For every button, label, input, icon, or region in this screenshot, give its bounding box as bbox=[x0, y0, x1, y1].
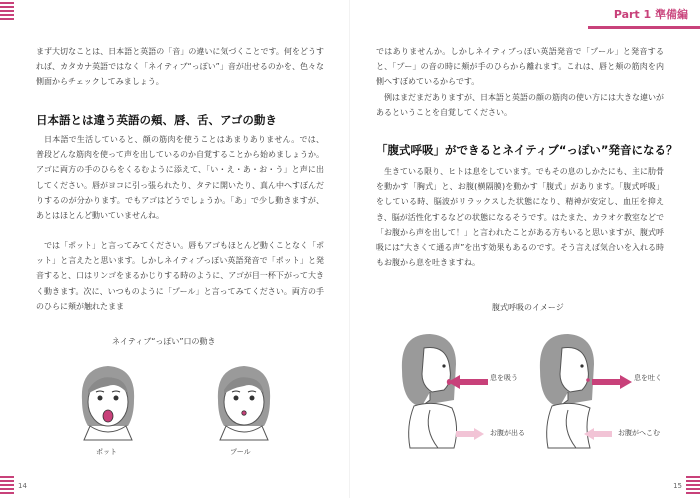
body-paragraph-2: では「ポット」と言ってみてください。唇もアゴもほとんど動くことなく「ポット」と言えたと思います。しかしネイティブっぽい英語発音で「ポット」と発音すると、口はリンゴをまるかじりする時のように、アゴが目一杯下がって大きく動きます。次に、いつものように「プール」と言ってみてください。両方の手のひらに頬が触れたまま bbox=[36, 241, 324, 311]
label-exhale: 息を吐く bbox=[634, 374, 662, 382]
part-label: Part 1 準備編 bbox=[613, 8, 688, 21]
section-heading-breathing: 「腹式呼吸」ができるとネイティブ“っぽい”発音になる？ bbox=[376, 143, 678, 157]
right-page bbox=[350, 0, 700, 498]
label-inhale: 息を吸う bbox=[490, 374, 518, 382]
section-heading-mouth: 日本語とは違う英語の頬、唇、舌、アゴの動き bbox=[36, 113, 277, 127]
inhale-arrow bbox=[448, 375, 488, 389]
page-number-left: 14 bbox=[18, 482, 27, 490]
girl-pot-illustration bbox=[68, 360, 148, 440]
intro-paragraph: まず大切なことは、日本語と英語の「音」の違いに気づくことです。何をどうすれば、カタカナ英語ではなく「ネイティブ“っぽい”」音が出せるのかを、色々な側面からチェックしてみましょう。 bbox=[36, 47, 324, 87]
belly-out-arrow bbox=[456, 428, 484, 440]
figure-title-mouth: ネイティブ“っぽい”口の動き bbox=[112, 337, 216, 346]
page-number-right: 15 bbox=[673, 482, 682, 490]
corner-stripes-bottom-left bbox=[0, 476, 14, 496]
exhale-arrow bbox=[592, 375, 632, 389]
corner-stripes-bottom-right bbox=[686, 476, 700, 496]
caption-pool: プール bbox=[230, 448, 251, 456]
label-belly-out: お腹が出る bbox=[490, 429, 525, 437]
right-body-paragraph-2: 例はまだまだありますが、日本語と英語の顔の筋肉の使い方には大きな違いがあるということを自覚してください。 bbox=[376, 93, 664, 118]
belly-in-arrow bbox=[584, 428, 612, 440]
body-paragraph-1: 日本語で生活していると、顔の筋肉を使うことはあまりありません。では、普段どんな筋肉を使って声を出しているのか自覚することから始めましょうか。アゴに両方の手のひらをくるむように添えて、「い・え・あ・お・う」と声に出してください。唇がヨコに引っ張られたり、タテに開いたり、真ん中へすぼんだりするのが分かります。でもアゴはどうでしょうか。「あ」で少し動きますが、あとはほとんど動いていませんね。 bbox=[36, 135, 324, 221]
figure-title-breathing: 腹式呼吸のイメージ bbox=[492, 303, 564, 312]
right-body-paragraph-3: 生きている限り、ヒトは息をしています。でもその息のしかたにも、主に肋骨を動かす「胸式」と、お腹(横隔膜)を動かす「腹式」があります。「腹式呼吸」をしている時、脳波がリラックスした状態になり、精神が安定し、血圧を抑えき、脳が活性化するなどの状態になるそうです。はたまた、カラオケ教室などで「お腹から声を出して！」と言われたことがある方もいると思いますが、腹式呼吸には“大きくて通る声”を出す効果もあるのです。そう言えば気合いを入れる時もお腹から息を吐きますね。 bbox=[376, 167, 664, 268]
label-belly-in: お腹がへこむ bbox=[618, 429, 660, 437]
caption-pot: ポット bbox=[96, 448, 117, 456]
corner-stripes-top-left bbox=[0, 2, 14, 22]
right-body-paragraph-1: ではありませんか。しかしネイティブっぽい英語発音で「プール」と発音すると、「プー」の音の時に頬が手のひらから離れます。これは、唇と頬の筋肉を内側へすぼめているからです。 bbox=[376, 47, 664, 87]
girl-pool-illustration bbox=[204, 360, 284, 440]
header-accent-bar bbox=[588, 26, 700, 29]
